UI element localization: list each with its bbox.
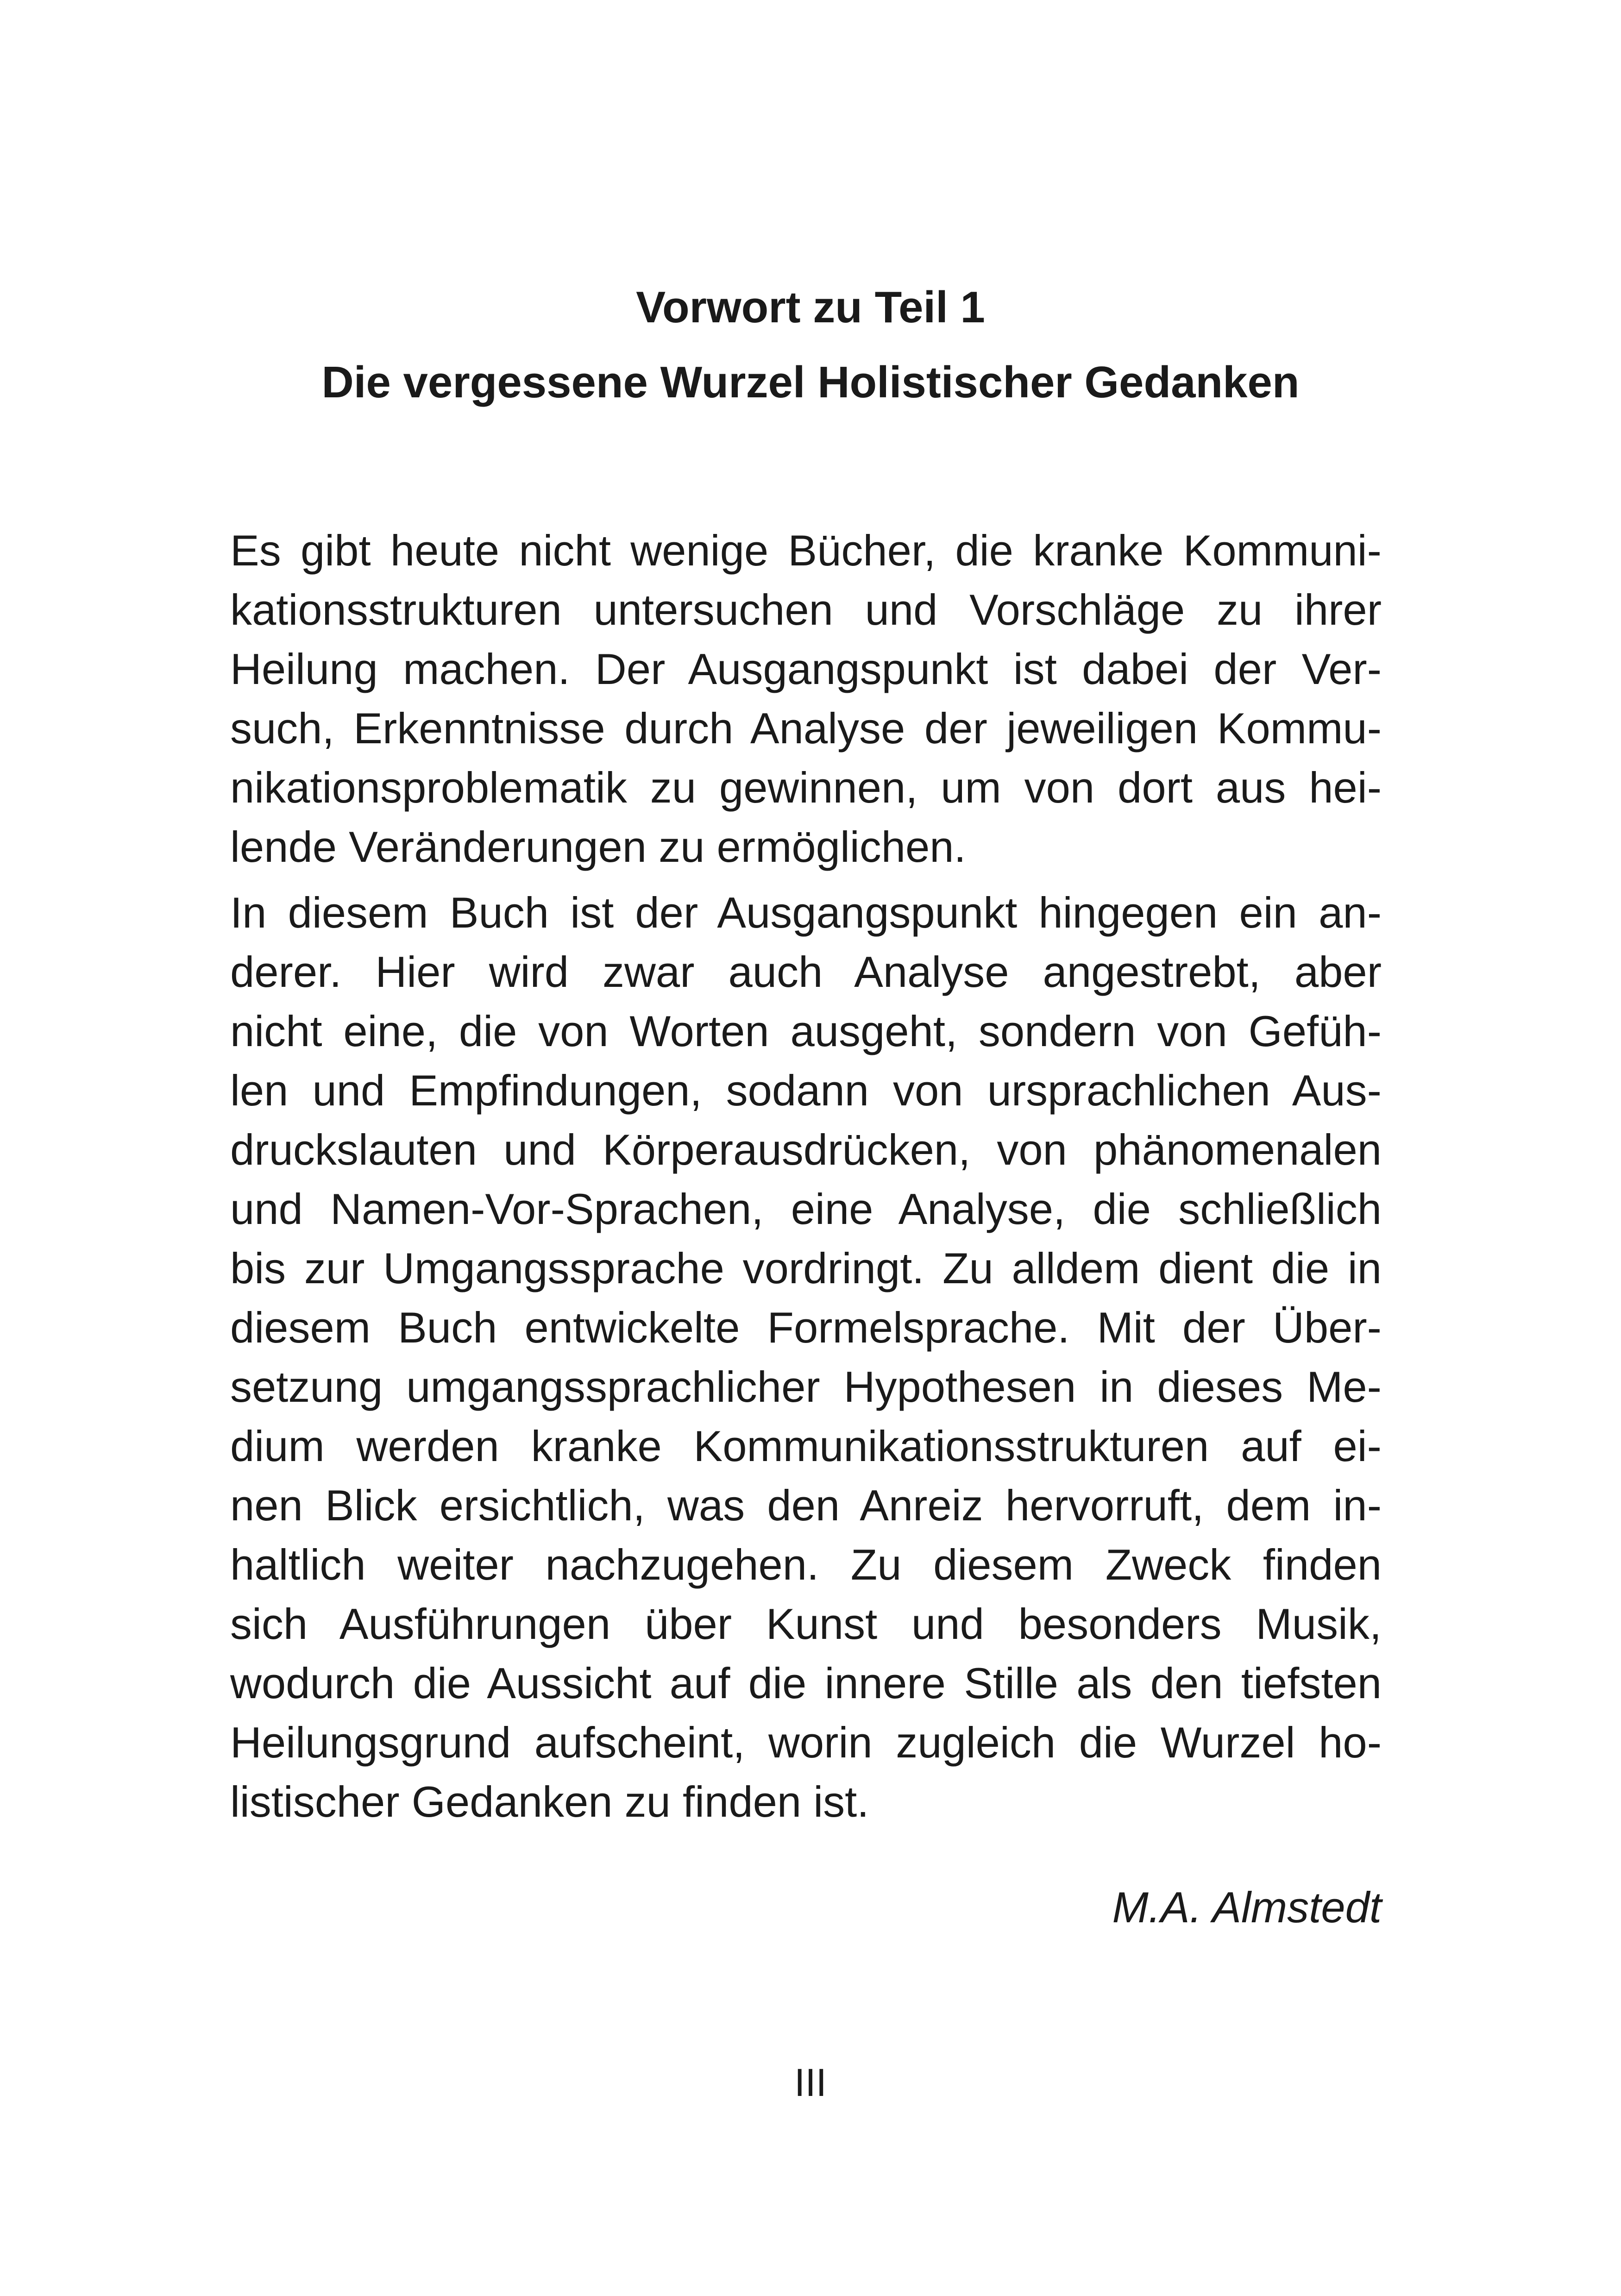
text-line: In diesem Buch ist der Ausgangspunkt hingegen ein an- <box>230 888 1382 937</box>
chapter-subtitle: Die vergessene Wurzel Holistischer Gedanken <box>321 358 1300 407</box>
text-line: kationsstrukturen untersuchen und Vorschläge zu ihrer <box>230 585 1382 634</box>
text-line: wodurch die Aussicht auf die innere Stille als den tiefsten <box>230 1659 1382 1707</box>
text-line: len und Empfindungen, sodann von ursprachlichen Aus- <box>230 1066 1382 1115</box>
text-line: setzung umgangssprachlicher Hypothesen in dieses Me- <box>230 1362 1382 1411</box>
text-line: druckslauten und Körperausdrücken, von phänomenalen <box>230 1125 1382 1174</box>
text-line: nicht eine, die von Worten ausgeht, sondern von Gefüh- <box>230 1007 1382 1055</box>
author-signature: M.A. Almstedt <box>1112 1883 1382 1932</box>
text-line: diesem Buch entwickelte Formelsprache. Mit der Über- <box>230 1303 1382 1352</box>
text-line: sich Ausführungen über Kunst und besonders Musik, <box>230 1600 1382 1648</box>
text-line: Heilungsgrund aufscheint, worin zugleich die Wurzel ho- <box>230 1718 1382 1767</box>
text-line: nen Blick ersichtlich, was den Anreiz hervorruft, dem in- <box>230 1481 1382 1530</box>
text-line: dium werden kranke Kommunikationsstrukturen auf ei- <box>230 1422 1382 1470</box>
text-line: und Namen-Vor-Sprachen, eine Analyse, die schließlich <box>230 1185 1382 1233</box>
text-line: haltlich weiter nachzugehen. Zu diesem Zweck finden <box>230 1540 1382 1589</box>
text-line: Heilung machen. Der Ausgangspunkt ist dabei der Ver- <box>230 645 1382 693</box>
page-number: III <box>794 2061 827 2104</box>
text-line: lende Veränderungen zu ermöglichen. <box>230 822 966 871</box>
text-line: derer. Hier wird zwar auch Analyse angestrebt, aber <box>230 947 1382 996</box>
chapter-title: Vorwort zu Teil 1 <box>636 282 985 332</box>
text-line: Es gibt heute nicht wenige Bücher, die kranke Kommuni- <box>230 526 1382 575</box>
text-line: such, Erkenntnisse durch Analyse der jeweiligen Kommu- <box>230 704 1382 753</box>
text-line: listischer Gedanken zu finden ist. <box>230 1777 869 1826</box>
text-line: nikationsproblematik zu gewinnen, um von dort aus hei- <box>230 763 1382 812</box>
text-line: bis zur Umgangssprache vordringt. Zu alldem dient die in <box>230 1244 1382 1292</box>
